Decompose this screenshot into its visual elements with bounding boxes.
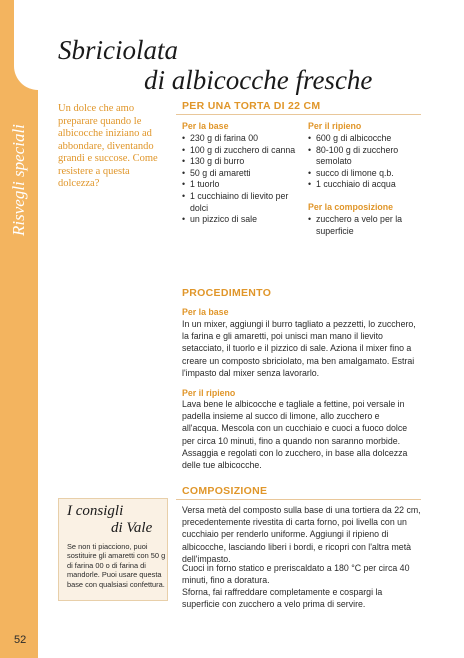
recipe-title <box>58 35 438 95</box>
ingredient-item: • zucchero a velo per la superficie <box>308 214 418 237</box>
ingredients-heading: PER UNA TORTA DI 22 CM <box>182 100 321 112</box>
ingredient-item: • 100 g di zucchero di canna <box>182 145 300 157</box>
section-label: Risvegli speciali <box>9 124 28 236</box>
procedure-filling-text: Lava bene le albicocche e tagliale a fettine, poi versale in padella insieme al succo di limone, allo zucchero e all'acqua. Mescola con un cucchiaio e cuoci a fuoco dolce per circa 10 minuti, fino a quando non saranno morbide. Assaggia e regolati con lo zucchero, in base alla dolcezza delle tue albicocche. <box>182 399 408 471</box>
procedure-base-label: Per la base <box>182 307 229 317</box>
base-ingredients-list <box>182 133 300 226</box>
composition-rule <box>176 499 421 500</box>
base-label: Per la base <box>182 121 229 131</box>
composition-text-1: Versa metà del composto sulla base di una tortiera da 22 cm, precedentemente rivestita di carta forno, poi livella con un cucchiaio per renderlo uniforme. Aggiungi il ripieno di albicocche, lasciando liberi i bordi, e ricopri con l'altra metà dell'impasto. <box>182 505 421 564</box>
ingredient-item: • un pizzico di sale <box>182 214 300 226</box>
ingredient-item: • 1 cucchiaino di lievito per dolci <box>182 191 300 214</box>
ingredient-item: • 230 g di farina 00 <box>182 133 300 145</box>
tips-text: Se non ti piacciono, puoi sostituire gli amaretti con 50 g di farina 00 o di farina di mandorle. Puoi usare questa base con qualsiasi confettura. <box>67 542 166 589</box>
procedure-filling-label: Per il ripieno <box>182 388 236 398</box>
ingredients-rule <box>176 114 421 115</box>
topping-ingredients-list <box>308 214 418 237</box>
tips-title-line1: I consigli <box>67 503 124 519</box>
filling-label: Per il ripieno <box>308 121 362 131</box>
procedure-heading: PROCEDIMENTO <box>182 287 272 299</box>
sidebar-notch <box>14 0 38 90</box>
ingredient-item: • 50 g di amaretti <box>182 168 300 180</box>
ingredient-item: • 1 tuorlo <box>182 179 300 191</box>
intro-text: Un dolce che amo preparare quando le albicocche iniziano ad abbondare, diventando grandi e succose. Come resistere a questa dolcezza? <box>58 103 158 189</box>
ingredient-item: • succo di limone q.b. <box>308 168 418 180</box>
page-number: 52 <box>14 634 27 646</box>
recipe-title-line2: di albicocche fresche <box>144 65 373 95</box>
tips-box <box>58 498 168 601</box>
composition-heading: COMPOSIZIONE <box>182 485 268 497</box>
procedure-base-text: In un mixer, aggiungi il burro tagliato a pezzetti, lo zucchero, la farina e gli amaretti, poi unisci man mano il lievito setacciato, il tuorlo e il pizzico di sale. Aziona il mixer fino a creare un composto sbriciolato, ma ben amalgamato. Estrai l'impasto dal mixer senza lavorarlo. <box>182 319 416 378</box>
filling-ingredients-list <box>308 133 418 191</box>
tips-title-line2: di Vale <box>111 520 153 536</box>
composition-text-3: Sforna, fai raffreddare completamente e cospargi la superficie con zucchero a velo prima di servire. <box>182 587 383 610</box>
ingredient-item: • 80-100 g di zucchero semolato <box>308 145 418 168</box>
ingredient-item: • 600 g di albicocche <box>308 133 418 145</box>
ingredient-item: • 130 g di burro <box>182 156 300 168</box>
recipe-title-line1: Sbriciolata <box>58 35 178 65</box>
composition-text-2: Cuoci in forno statico e preriscaldato a 180 °C per circa 40 minuti, fino a doratura. <box>182 563 410 586</box>
ingredient-item: • 1 cucchiaio di acqua <box>308 179 418 191</box>
tips-title <box>67 503 163 537</box>
topping-label: Per la composizione <box>308 202 394 212</box>
